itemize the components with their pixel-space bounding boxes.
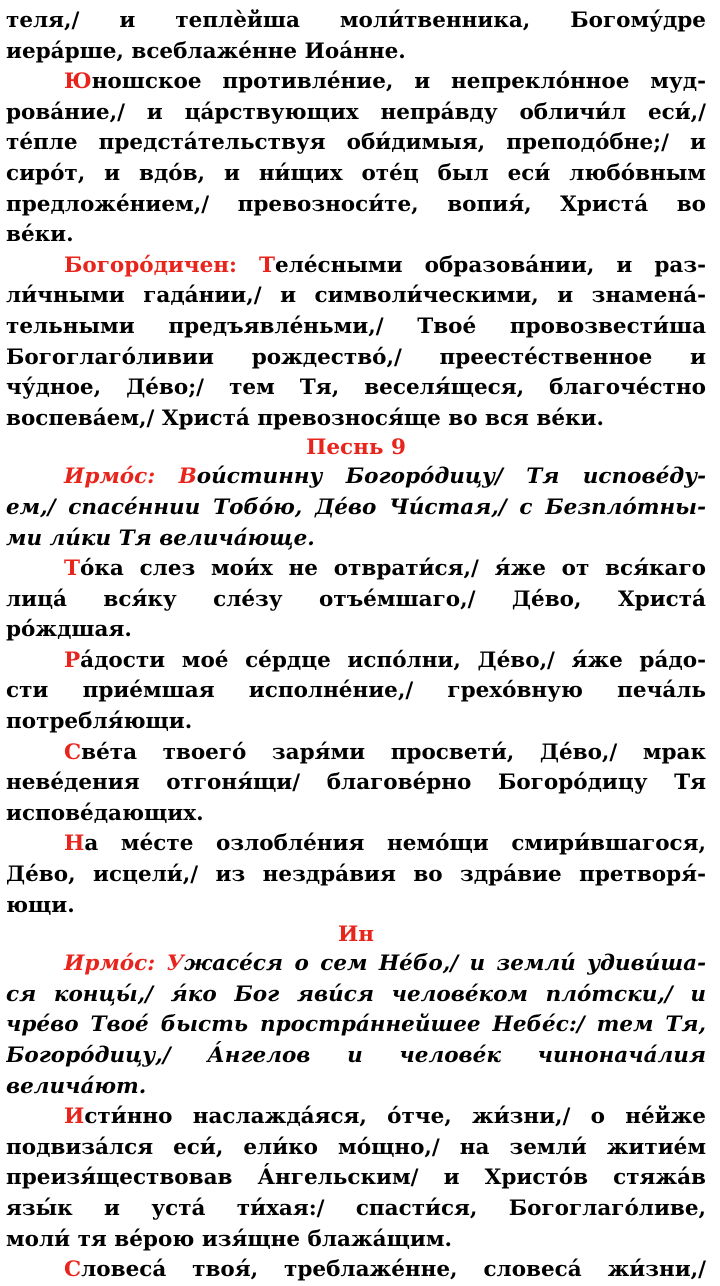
text-line [6,646,706,677]
line-text: рóждшая. [6,617,132,643]
line-text: ся концы́,/ я́ко Бог яви́ся челове́ком плóтски,/ и [6,981,706,1007]
line-text: ои́стинну Богорóдицу/ Тя испове́ду- [196,464,706,490]
text-line [6,891,706,922]
line-text: подвиза́лся еси́, ели́ко мóщно,/ на земли́ житие́м [6,1134,706,1160]
line-text: ношское противле́ние, и непреклóнное муд- [91,69,706,95]
rubric-label: Богорóдичен: [64,252,260,278]
text-line [6,1010,706,1041]
text-line [6,493,706,524]
line-text: чре́во Твое́ бысть простра́ннейшее Небе́с:/ тем Тя, [6,1012,706,1038]
section-heading: Песнь 9 [306,435,406,461]
text-line [6,6,706,37]
text-line [6,980,706,1011]
line-text: Богоглагóливии рождествó,/ преесте́ственное и [6,344,706,370]
line-text: сирóт, и вдóв, и ни́щих отéц был еси́ любóвным [6,160,706,186]
line-text: ющи. [6,892,75,918]
rubric-label: Ирмóс: [64,464,179,490]
line-text: óка слез мои́х не отврати́ся,/ я́же от вся́каго [80,556,706,582]
line-text: а ме́сте озлобле́ния немóщи смири́вшагося, [84,831,706,857]
text-line [6,251,706,282]
text-line [6,860,706,891]
line-text: жасе́ся о сем Нéбо,/ и земли́ удиви́ша- [184,951,706,977]
drop-initial: В [178,464,197,490]
paragraph [6,646,706,738]
text-line [6,190,706,221]
text-line [6,98,706,129]
text-line [6,159,706,190]
text-line [6,768,706,799]
text-line [6,524,706,555]
text-line [6,343,706,374]
text-line [6,738,706,769]
text-line [6,67,706,98]
paragraph [6,738,706,830]
text-line [6,1163,706,1194]
paragraph [6,1255,706,1286]
text-line [6,1133,706,1164]
irmos-paragraph [6,462,706,554]
line-text: ловеса́ твоя́, треблаже́нне, словеса́ жи́зни,/ [81,1257,706,1283]
drop-initial: Ю [64,69,92,95]
text-line [6,585,706,616]
text-line [6,949,706,980]
line-text: ли́чными гада́нии,/ и символи́ческими, и знамена́- [6,283,706,309]
line-text: иера́рше, всеблаже́нне Иоа́нне. [6,38,406,64]
text-line [6,829,706,860]
text-line [6,220,706,251]
drop-initial: Н [64,831,85,857]
line-text: тéпле предста́тельствуя оби́димыя, преподóбне;/ и [6,130,706,156]
text-line [6,799,706,830]
line-text: сти́нно наслажда́яся, óтче, жи́зни,/ о не́йже [84,1104,706,1130]
line-text: Богорóдицу,/ А́нгелов и челове́к чинонача́лия [6,1043,706,1068]
line-text: велича́ют. [6,1073,147,1099]
line-text: потребля́ющи. [6,709,193,735]
paragraph [6,67,706,251]
drop-initial: Т [259,252,276,278]
irmos-paragraph [6,949,706,1102]
paragraph [6,1102,706,1255]
line-text: теля,/ и теплѐйша моли́твенника, Богому́дре [6,8,706,33]
text-line [6,615,706,646]
text-line [6,1225,706,1256]
section-heading: Ин [337,922,375,948]
line-text: преизя́ществовав А́нгельским/ и Христóв стяжа́в [6,1165,706,1191]
text-line [6,128,706,159]
text-line [6,1194,706,1225]
line-text: язы́к и уста́ ти́хая:/ спасти́ся, Богоглагóливе, [6,1195,706,1221]
text-line [6,37,706,68]
text-line [6,312,706,343]
drop-initial: С [64,739,82,765]
line-text: тельными предъявле́ньми,/ Твое́ провозвести́ша [6,313,706,339]
drop-initial: И [64,1104,85,1130]
line-text: ми ли́ки Тя велича́юще. [6,525,315,551]
line-text: испове́дающих. [6,800,204,826]
line-text: вéта твоегó заря́ми просвети́, Дéво,/ мрак [81,739,706,765]
line-text: чу́дное, Дéво;/ тем Тя, веселя́щеся, благочéстно [6,375,706,401]
text-line [6,554,706,585]
text-line [6,676,706,707]
paragraph [6,829,706,921]
line-text: ве́ки. [6,222,74,248]
line-text: а́дости моé сéрдце испóлни, Дéво,/ я́же ра́до- [80,647,706,673]
line-text: рова́ние,/ и ца́рствующих непра́вду обличи́л еси́,/ [6,99,706,125]
text-line [6,462,706,493]
drop-initial: С [64,1257,82,1283]
paragraph [6,251,706,435]
line-text: воспева́ем,/ Христа́ превознося́ще во вся ве́ки. [6,405,604,431]
paragraph [6,554,706,646]
rubric-label: Ирмóс: [64,951,167,977]
paragraph [6,6,706,67]
text-line [6,281,706,312]
line-text: ем,/ спасе́ннии Тобóю, Дéво Чи́стая,/ с Безплóтны- [6,494,706,520]
line-text: предложе́нием,/ превозноси́те, вопия́, Христа́ во [6,191,706,217]
line-text: Дéво, исцели́,/ из нездра́вия во здра́вие претворя́- [6,862,706,888]
drop-initial: Р [64,647,81,673]
line-text: еле́сными образова́нии, и раз- [275,252,706,278]
text-line [6,404,706,435]
text-line [6,373,706,404]
line-text: неве́дения отгоня́щи/ благове́рно Богорóдицу Тя [6,770,706,796]
line-text: лица́ вся́ку слéзу отъе́мшаго,/ Дéво, Христа́ [6,586,706,612]
line-text: моли́ тя ве́рою изя́щне блажа́щим. [6,1226,452,1252]
text-line [6,707,706,738]
text-line [6,1072,706,1103]
drop-initial: Т [64,556,80,582]
drop-initial: У [166,951,185,977]
line-text: сти прие́мшая исполне́ние,/ грехóвную печа́ль [6,678,706,704]
text-line [6,1041,706,1072]
text-line [6,1255,706,1286]
